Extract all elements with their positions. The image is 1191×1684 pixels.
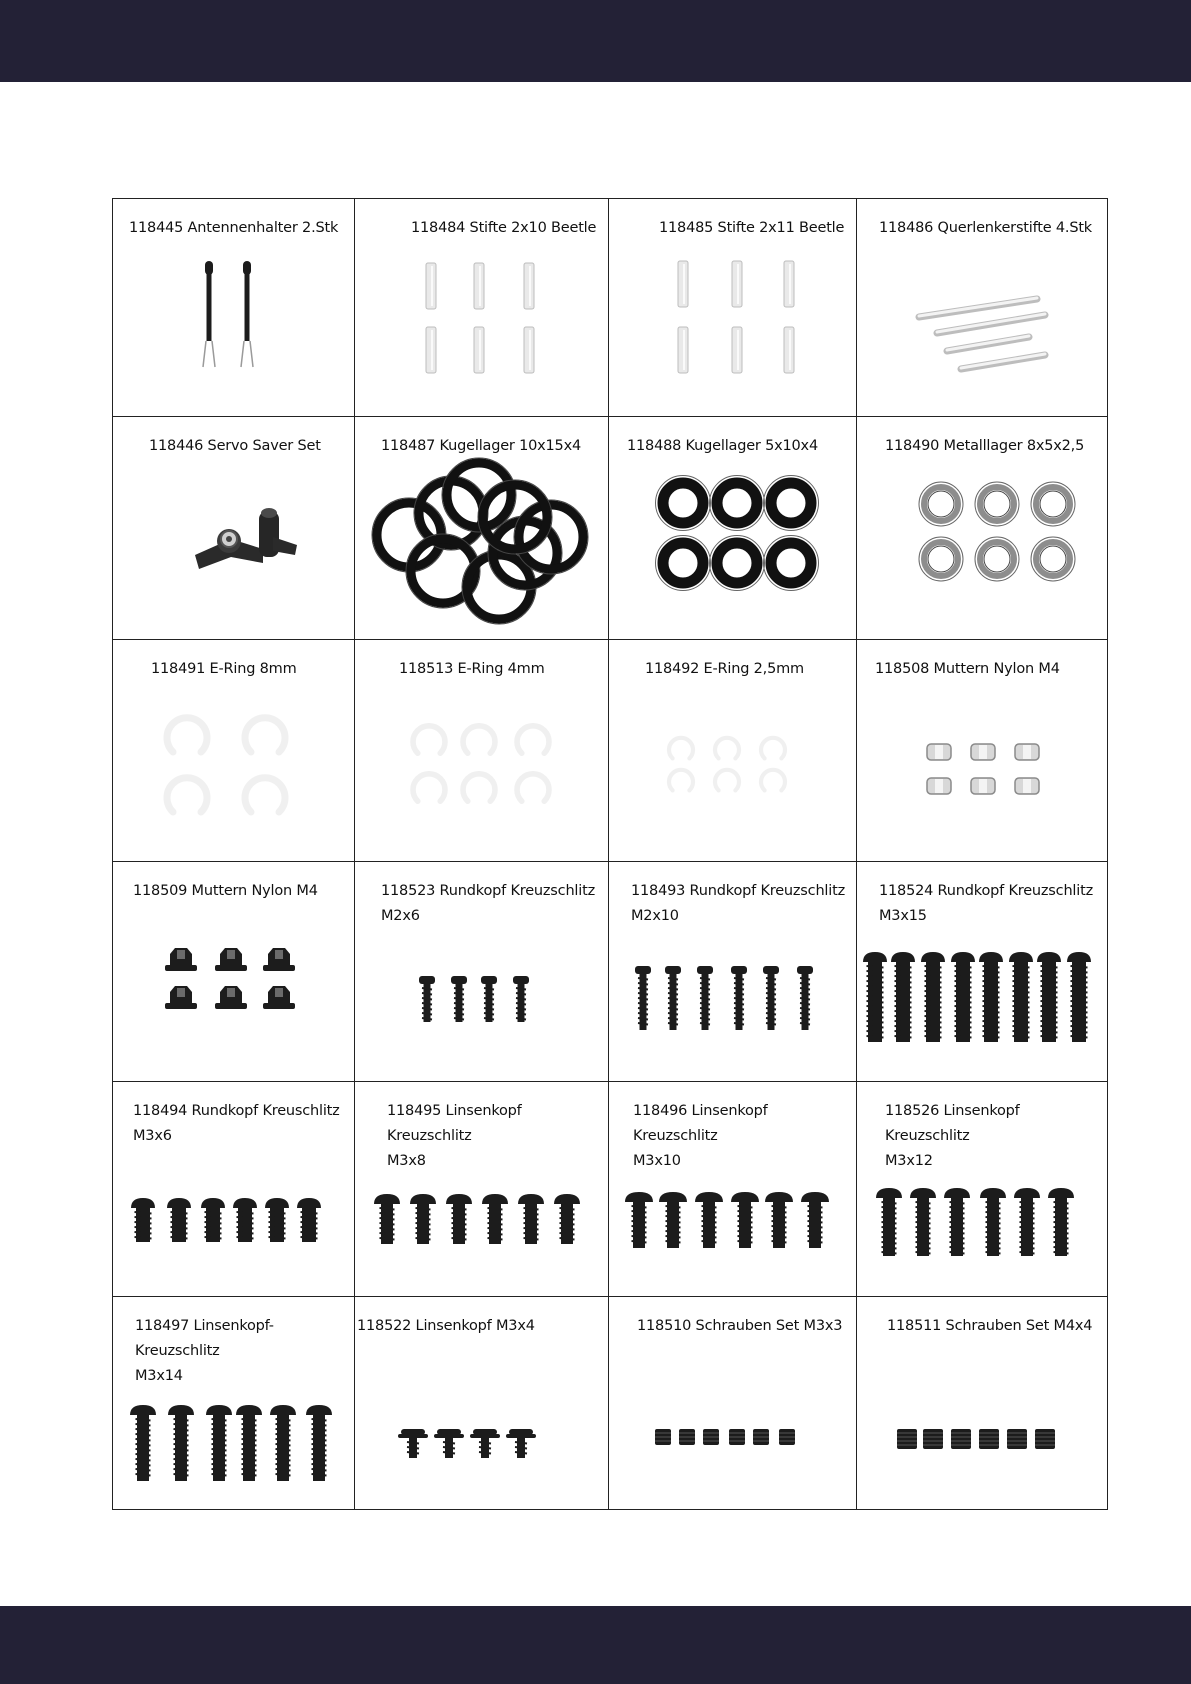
part-label: 118494 Rundkopf Kreuschlitz M3x6	[133, 1103, 340, 1144]
part-cell	[609, 417, 857, 640]
part-label: 118509 Muttern Nylon M4	[133, 883, 318, 899]
part-cell	[355, 1082, 609, 1297]
part-label: 118492 E-Ring 2,5mm	[645, 661, 804, 677]
part-cell	[113, 1082, 355, 1297]
part-label: 118511 Schrauben Set M4x4	[887, 1318, 1093, 1334]
parts-grid	[112, 198, 1108, 1510]
part-label: 118484 Stifte 2x10 Beetle	[411, 220, 597, 236]
part-cell	[857, 417, 1107, 640]
part-cell	[113, 1297, 355, 1509]
part-cell	[355, 1297, 609, 1509]
part-cell	[857, 1082, 1107, 1297]
part-label: 118490 Metalllager 8x5x2,5	[885, 438, 1085, 454]
part-cell	[113, 199, 355, 417]
part-cell	[857, 862, 1107, 1082]
part-cell	[609, 199, 857, 417]
part-label: 118526 Linsenkopf Kreuzschlitz M3x12	[885, 1103, 1020, 1169]
part-label: 118510 Schrauben Set M3x3	[637, 1318, 843, 1334]
part-cell	[609, 640, 857, 862]
part-cell	[113, 640, 355, 862]
part-cell	[113, 417, 355, 640]
part-cell	[355, 862, 609, 1082]
part-cell	[857, 1297, 1107, 1509]
part-label: 118522 Linsenkopf M3x4	[357, 1318, 535, 1334]
part-label: 118495 Linsenkopf Kreuzschlitz M3x8	[387, 1103, 522, 1169]
part-cell	[857, 199, 1107, 417]
header-band	[0, 0, 1191, 82]
part-label: 118497 Linsenkopf-Kreuzschlitz M3x14	[135, 1318, 274, 1384]
part-cell	[609, 1297, 857, 1509]
part-cell	[355, 199, 609, 417]
part-cell	[113, 862, 355, 1082]
part-label: 118446 Servo Saver Set	[149, 438, 321, 454]
part-cell	[355, 417, 609, 640]
part-label: 118485 Stifte 2x11 Beetle	[659, 220, 845, 236]
footer-band	[0, 1606, 1191, 1684]
part-cell	[355, 640, 609, 862]
part-label: 118524 Rundkopf Kreuzschlitz M3x15	[879, 883, 1093, 924]
part-label: 118508 Muttern Nylon M4	[875, 661, 1060, 677]
part-cell	[609, 1082, 857, 1297]
part-label: 118487 Kugellager 10x15x4	[381, 438, 581, 454]
part-label: 118493 Rundkopf Kreuzschlitz M2x10	[631, 883, 845, 924]
part-label: 118491 E-Ring 8mm	[151, 661, 297, 677]
part-label: 118445 Antennenhalter 2.Stk	[129, 220, 339, 236]
part-cell	[857, 640, 1107, 862]
part-label: 118486 Querlenkerstifte 4.Stk	[879, 220, 1093, 236]
part-label: 118488 Kugellager 5x10x4	[627, 438, 818, 454]
part-label: 118513 E-Ring 4mm	[399, 661, 545, 677]
part-cell	[609, 862, 857, 1082]
part-label: 118496 Linsenkopf Kreuzschlitz M3x10	[633, 1103, 768, 1169]
part-label: 118523 Rundkopf Kreuzschlitz M2x6	[381, 883, 595, 924]
